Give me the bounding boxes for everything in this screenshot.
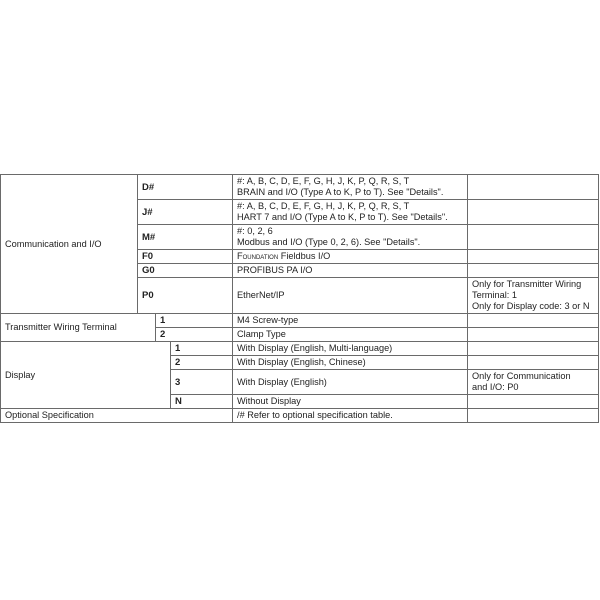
code-display-1: 1 bbox=[171, 342, 233, 356]
desc-display-N: Without Display bbox=[233, 395, 468, 409]
desc-display-1: With Display (English, Multi-language) bbox=[233, 342, 468, 356]
desc-wiring-1: M4 Screw-type bbox=[233, 314, 468, 328]
display-label: Display bbox=[1, 342, 171, 409]
table-row bbox=[1, 175, 599, 200]
specification-table bbox=[0, 174, 599, 423]
desc-J: #: A, B, C, D, E, F, G, H, J, K, P, Q, R, S, T HART 7 and I/O (Type A to K, P to T). See "Details". bbox=[233, 200, 468, 225]
code-M: M# bbox=[138, 225, 233, 250]
code-J: J# bbox=[138, 200, 233, 225]
code-D: D# bbox=[138, 175, 233, 200]
code-wiring-1: 1 bbox=[156, 314, 233, 328]
optional-label: Optional Specification bbox=[1, 409, 233, 423]
code-display-3: 3 bbox=[171, 370, 233, 395]
table-row bbox=[1, 314, 599, 328]
note-display-3: Only for Communication and I/O: P0 bbox=[468, 370, 599, 395]
note-P0: Only for Transmitter Wiring Terminal: 1 Only for Display code: 3 or N bbox=[468, 278, 599, 314]
desc-P0: EtherNet/IP bbox=[233, 278, 468, 314]
code-display-2: 2 bbox=[171, 356, 233, 370]
wiring-label: Transmitter Wiring Terminal bbox=[1, 314, 156, 342]
code-P0: P0 bbox=[138, 278, 233, 314]
code-display-N: N bbox=[171, 395, 233, 409]
desc-display-3: With Display (English) bbox=[233, 370, 468, 395]
desc-D: #: A, B, C, D, E, F, G, H, J, K, P, Q, R, S, T BRAIN and I/O (Type A to K, P to T). See "Details". bbox=[233, 175, 468, 200]
desc-M: #: 0, 2, 6 Modbus and I/O (Type 0, 2, 6). See "Details". bbox=[233, 225, 468, 250]
desc-display-2: With Display (English, Chinese) bbox=[233, 356, 468, 370]
table-row bbox=[1, 409, 599, 423]
desc-wiring-2: Clamp Type bbox=[233, 328, 468, 342]
desc-G0: PROFIBUS PA I/O bbox=[233, 264, 468, 278]
desc-F0: Foundation Fieldbus I/O bbox=[233, 250, 468, 264]
communication-label: Communication and I/O bbox=[1, 175, 138, 314]
code-F0: F0 bbox=[138, 250, 233, 264]
code-wiring-2: 2 bbox=[156, 328, 233, 342]
table-row bbox=[1, 342, 599, 356]
code-G0: G0 bbox=[138, 264, 233, 278]
desc-optional: /# Refer to optional specification table. bbox=[233, 409, 468, 423]
